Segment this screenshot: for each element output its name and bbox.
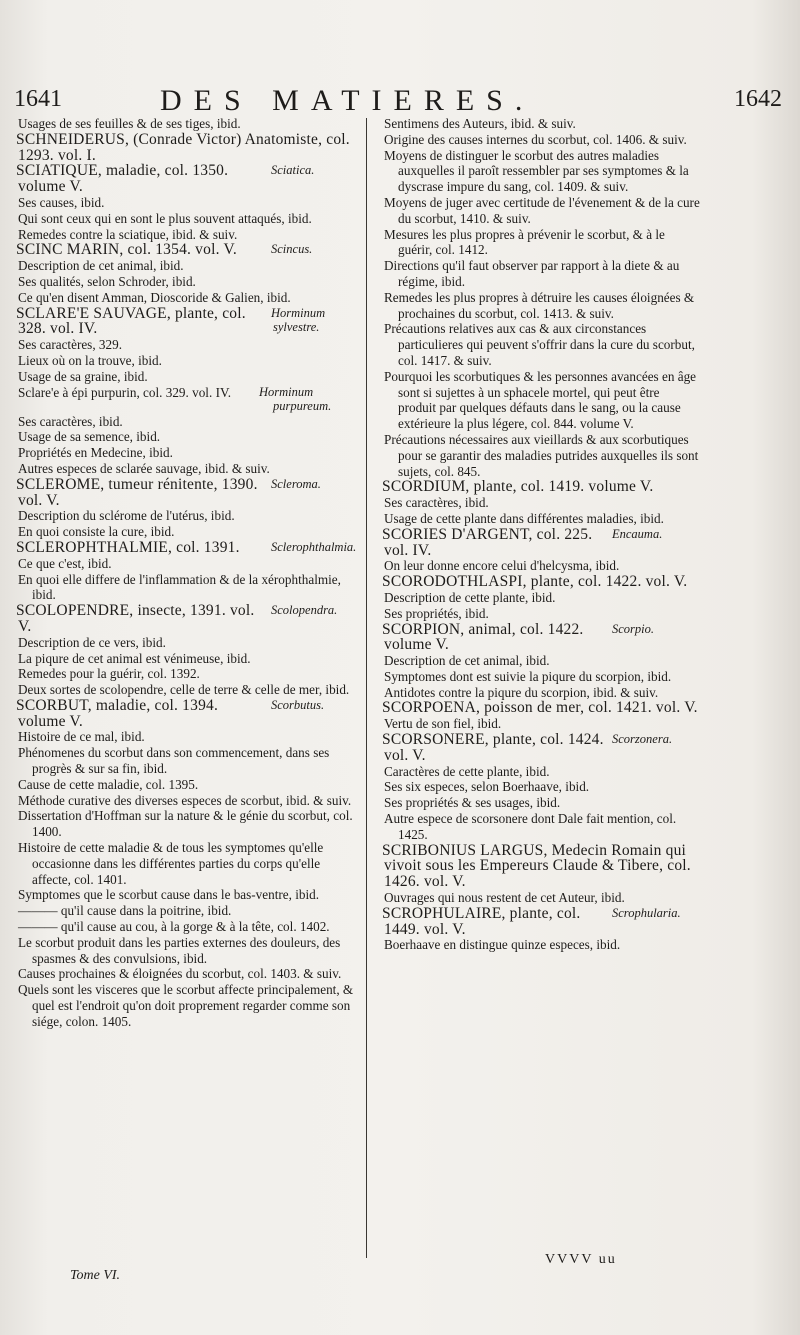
index-column-right bbox=[380, 116, 700, 953]
index-entry-sub bbox=[380, 511, 700, 527]
latin-name-margin-note: Scolopendra. bbox=[271, 603, 338, 618]
entry-text: Méthode curative des diverses especes de scorbut, ibid. & suiv. bbox=[18, 792, 352, 808]
entry-text: Histoire de ce mal, ibid. bbox=[18, 729, 145, 745]
entry-text: Remedes pour la guérir, col. 1392. bbox=[18, 666, 200, 682]
entry-text: Description de cette plante, ibid. bbox=[384, 589, 556, 605]
index-entry-sub bbox=[14, 903, 359, 919]
index-entry-sub bbox=[380, 148, 700, 195]
entry-text: Sclare'e à épi purpurin, col. 329. vol. IV. bbox=[18, 384, 232, 400]
index-entry-sub bbox=[380, 890, 700, 906]
index-entry-sub bbox=[14, 258, 359, 274]
index-entry-sub bbox=[14, 211, 359, 227]
volume-footer: Tome VI. bbox=[70, 1268, 121, 1283]
index-entry-sub bbox=[380, 685, 700, 701]
entry-text: SCROPHULAIRE, plante, col. 1449. vol. V. bbox=[382, 904, 581, 938]
index-entry-sub bbox=[380, 495, 700, 511]
index-entry-heading bbox=[14, 306, 359, 338]
index-entry-sub bbox=[14, 919, 359, 935]
index-entry-sub bbox=[380, 369, 700, 432]
entry-text: Ses causes, ibid. bbox=[18, 194, 105, 210]
index-entry-sub bbox=[14, 982, 359, 1029]
entry-text: SCINC MARIN, col. 1354. vol. V. bbox=[16, 241, 237, 259]
entry-text: Ouvrages qui nous restent de cet Auteur, ibid. bbox=[384, 890, 625, 906]
entry-text: Moyens de juger avec certitude de l'évenement & de la cure du scorbut, 1410. & suiv. bbox=[384, 194, 700, 226]
index-entry-sub bbox=[380, 258, 700, 290]
index-entry-sub bbox=[380, 590, 700, 606]
index-entry-sub bbox=[380, 290, 700, 322]
entry-text: Ses six especes, selon Boerhaave, ibid. bbox=[384, 779, 590, 795]
entry-text: SCORDIUM, plante, col. 1419. volume V. bbox=[382, 478, 654, 496]
entry-text: SCORPOENA, poisson de mer, col. 1421. vol. V. bbox=[382, 699, 698, 717]
index-entry-sub bbox=[14, 666, 359, 682]
index-entry-sub bbox=[14, 745, 359, 777]
index-entry-sub bbox=[380, 653, 700, 669]
index-entry-sub bbox=[380, 227, 700, 259]
entry-text: Sentimens des Auteurs, ibid. & suiv. bbox=[384, 116, 576, 131]
index-entry-heading bbox=[380, 479, 700, 495]
index-entry-sub bbox=[14, 116, 359, 132]
entry-text: Caractères de cette plante, ibid. bbox=[384, 763, 550, 779]
page-number-left: 1641 bbox=[14, 86, 62, 112]
latin-name-margin-note: Scincus. bbox=[271, 242, 313, 257]
entry-text: SCHNEIDERUS, (Conrade Victor) Anatomiste, col. 1293. vol. I. bbox=[16, 130, 350, 164]
entry-text: Ce que c'est, ibid. bbox=[18, 555, 112, 571]
entry-text: Lieux où on la trouve, ibid. bbox=[18, 352, 162, 368]
entry-text: Deux sortes de scolopendre, celle de terre & celle de mer, ibid. bbox=[18, 682, 350, 698]
index-entry-sub bbox=[380, 116, 700, 132]
index-entry-heading bbox=[380, 700, 700, 716]
index-entry-heading bbox=[14, 477, 359, 509]
entry-text: Usage de cette plante dans différentes maladies, ibid. bbox=[384, 510, 664, 526]
index-entry-sub bbox=[380, 811, 700, 843]
entry-text: SCLEROME, tumeur rénitente, 1390. vol. V. bbox=[16, 475, 258, 509]
index-entry-sub bbox=[14, 682, 359, 698]
entry-text: On leur donne encore celui d'helcysma, ibid. bbox=[384, 558, 620, 574]
index-entry-heading bbox=[380, 843, 700, 890]
latin-name-margin-note: Scorbutus. bbox=[271, 697, 325, 712]
entry-text: Le scorbut produit dans les parties externes des douleurs, des spasmes & des convulsions, ibid. bbox=[18, 934, 341, 966]
entry-text: En quoi elle differe de l'inflammation & de la xérophthalmie, ibid. bbox=[18, 571, 341, 603]
index-entry-heading bbox=[380, 574, 700, 590]
index-entry-sub bbox=[14, 808, 359, 840]
index-entry-sub bbox=[14, 337, 359, 353]
entry-text: Directions qu'il faut observer par rapport à la diete & au régime, ibid. bbox=[384, 258, 680, 289]
entry-text: Symptomes dont est suivie la piqure du scorpion, ibid. bbox=[384, 668, 672, 684]
entry-text: SCIATIQUE, maladie, col. 1350. volume V. bbox=[16, 162, 229, 196]
entry-text: En quoi consiste la cure, ibid. bbox=[18, 524, 175, 540]
entry-text: Causes prochaines & éloignées du scorbut, col. 1403. & suiv. bbox=[18, 966, 342, 982]
index-entry-sub bbox=[14, 227, 359, 243]
entry-text: SCORIES D'ARGENT, col. 225. vol. IV. bbox=[382, 525, 593, 559]
index-entry-sub bbox=[380, 558, 700, 574]
printer-signature: VVVV uu bbox=[545, 1252, 617, 1267]
entry-text: SCLARE'E SAUVAGE, plante, col. 328. vol. IV. bbox=[16, 304, 246, 338]
latin-name-margin-note: Sciatica. bbox=[271, 163, 315, 178]
index-entry-sub bbox=[14, 729, 359, 745]
index-entry-heading bbox=[14, 163, 359, 195]
index-entry-heading bbox=[14, 242, 359, 258]
index-entry-sub bbox=[14, 274, 359, 290]
entry-text: SCORPION, animal, col. 1422. volume V. bbox=[382, 620, 584, 654]
latin-name-margin-note: Scrophularia. bbox=[612, 905, 681, 920]
index-entry-sub bbox=[14, 887, 359, 903]
entry-text: Usages de ses feuilles & de ses tiges, ibid. bbox=[18, 116, 241, 131]
entry-text: Dissertation d'Hoffman sur la nature & le génie du scorbut, col. 1400. bbox=[18, 808, 353, 840]
index-entry-sub bbox=[14, 461, 359, 477]
entry-text: ——— qu'il cause dans la poitrine, ibid. bbox=[18, 903, 232, 919]
entry-text: Symptomes que le scorbut cause dans le bas-ventre, ibid. bbox=[18, 887, 320, 903]
entry-text: Précautions nécessaires aux vieillards & aux scorbutiques pour se garantir des maladies putrides auxquelles ils sont sujets, col. 845. bbox=[384, 431, 699, 479]
index-entry-sub bbox=[14, 429, 359, 445]
entry-text: Usage de sa semence, ibid. bbox=[18, 429, 161, 445]
index-entry-heading bbox=[14, 603, 359, 635]
index-entry-sub bbox=[14, 635, 359, 651]
entry-text: Propriétés en Medecine, ibid. bbox=[18, 445, 173, 461]
latin-name-margin-note: Sclerophthalmia. bbox=[271, 539, 357, 554]
index-entry-sub bbox=[14, 445, 359, 461]
index-entry-sub bbox=[14, 369, 359, 385]
index-entry-heading bbox=[380, 906, 700, 938]
entry-text: Moyens de distinguer le scorbut des autres maladies auxquelles il paroît ressembler par ses symptomes & la dyscrase impure du sang, col. 1409. & suiv. bbox=[384, 147, 689, 195]
index-entry-sub bbox=[380, 606, 700, 622]
entry-text: Vertu de son fiel, ibid. bbox=[384, 716, 502, 732]
index-entry-sub bbox=[380, 195, 700, 227]
index-entry-heading bbox=[14, 698, 359, 730]
entry-text: ——— qu'il cause au cou, à la gorge & à la tête, col. 1402. bbox=[18, 919, 330, 935]
entry-text: SCORSONERE, plante, col. 1424. vol. V. bbox=[382, 731, 604, 764]
entry-text: Remedes contre la sciatique, ibid. & suiv. bbox=[18, 226, 238, 242]
index-entry-heading bbox=[380, 622, 700, 654]
entry-text: Description de cet animal, ibid. bbox=[18, 258, 184, 274]
index-entry-sub bbox=[380, 795, 700, 811]
index-entry-sub bbox=[380, 779, 700, 795]
index-entry-sub bbox=[14, 385, 359, 414]
index-entry-sub bbox=[14, 524, 359, 540]
index-entry-sub bbox=[380, 937, 700, 953]
entry-text: SCORBUT, maladie, col. 1394. volume V. bbox=[16, 696, 219, 730]
entry-text: Phénomenes du scorbut dans son commencement, dans ses progrès & sur sa fin, ibid. bbox=[18, 745, 330, 777]
column-divider bbox=[366, 118, 367, 1258]
index-entry-heading bbox=[14, 540, 359, 556]
entry-text: Antidotes contre la piqure du scorpion, ibid. & suiv. bbox=[384, 684, 659, 700]
entry-text: SCOLOPENDRE, insecte, 1391. vol. V. bbox=[16, 602, 255, 635]
index-entry-sub bbox=[380, 716, 700, 732]
latin-name-margin-note: Encauma. bbox=[612, 526, 663, 541]
index-entry-sub bbox=[14, 556, 359, 572]
latin-name-margin-note: Horminum sylvestre. bbox=[271, 305, 326, 335]
index-entry-sub bbox=[14, 353, 359, 369]
latin-name-margin-note: Horminum purpureum. bbox=[259, 384, 332, 414]
entry-text: Description du sclérome de l'utérus, ibid. bbox=[18, 508, 235, 524]
entry-text: Description de ce vers, ibid. bbox=[18, 634, 166, 650]
index-entry-sub bbox=[380, 764, 700, 780]
index-entry-sub bbox=[380, 432, 700, 479]
entry-text: Cause de cette maladie, col. 1395. bbox=[18, 776, 199, 792]
entry-text: Remedes les plus propres à détruire les causes éloignées & prochaines du scorbut, col. 1413. & suiv. bbox=[384, 289, 695, 321]
index-entry-sub bbox=[14, 966, 359, 982]
entry-text: Autre espece de scorsonere dont Dale fait mention, col. 1425. bbox=[384, 811, 677, 842]
entry-text: Ses caractères, ibid. bbox=[384, 495, 489, 511]
entry-text: La piqure de cet animal est vénimeuse, ibid. bbox=[18, 650, 251, 666]
entry-text: SCRIBONIUS LARGUS, Medecin Romain qui vivoit sous les Empereurs Claude & Tibere, col. 1426. vol. V. bbox=[382, 841, 691, 891]
index-entry-heading bbox=[380, 527, 700, 559]
index-entry-sub bbox=[14, 572, 359, 604]
running-title: DES MATIERES. bbox=[160, 84, 535, 117]
index-column-left bbox=[14, 116, 359, 1030]
index-entry-sub bbox=[14, 414, 359, 430]
entry-text: Description de cet animal, ibid. bbox=[384, 653, 550, 669]
entry-text: Précautions relatives aux cas & aux circonstances particulieres qui peuvent s'offrir dans la cure du scorbut, col. 1417. & suiv. bbox=[384, 321, 695, 368]
entry-text: Origine des causes internes du scorbut, col. 1406. & suiv. bbox=[384, 131, 687, 147]
page-number-right: 1642 bbox=[734, 86, 782, 112]
latin-name-margin-note: Scorpio. bbox=[612, 621, 655, 636]
entry-text: SCLEROPHTHALMIE, col. 1391. bbox=[16, 538, 240, 556]
latin-name-margin-note: Scorzonera. bbox=[612, 732, 673, 747]
index-entry-sub bbox=[14, 651, 359, 667]
index-entry-sub bbox=[14, 290, 359, 306]
entry-text: Mesures les plus propres à prévenir le scorbut, & à le guérir, col. 1412. bbox=[384, 226, 665, 258]
index-entry-sub bbox=[380, 321, 700, 368]
index-entry-sub bbox=[14, 935, 359, 967]
index-entry-heading bbox=[380, 732, 700, 764]
entry-text: Ses qualités, selon Schroder, ibid. bbox=[18, 273, 196, 289]
entry-text: Pourquoi les scorbutiques & les personnes avancées en âge sont si sujettes à un sphacele mortel, qui peut être produit par quelques défauts dans le sang, ou la cause extérieure la plus légere, col. 844. volume V. bbox=[384, 368, 697, 432]
entry-text: Ses propriétés & ses usages, ibid. bbox=[384, 795, 561, 811]
entry-text: Ses caractères, 329. bbox=[18, 337, 122, 353]
entry-text: Ce qu'en disent Amman, Dioscoride & Galien, ibid. bbox=[18, 289, 291, 305]
entry-text: Ses propriétés, ibid. bbox=[384, 605, 489, 621]
index-entry-sub bbox=[14, 840, 359, 887]
entry-text: SCORODOTHLASPI, plante, col. 1422. vol. V. bbox=[382, 573, 688, 591]
latin-name-margin-note: Scleroma. bbox=[271, 476, 321, 491]
entry-text: Ses caractères, ibid. bbox=[18, 413, 123, 429]
entry-text: Qui sont ceux qui en sont le plus souvent attaqués, ibid. bbox=[18, 210, 312, 226]
index-entry-sub bbox=[380, 132, 700, 148]
entry-text: Usage de sa graine, ibid. bbox=[18, 368, 148, 384]
index-entry-sub bbox=[14, 777, 359, 793]
entry-text: Quels sont les visceres que le scorbut affecte principalement, & quel est l'endroit qu'on doit proprement regarder comme son siége, colon. 1405. bbox=[18, 982, 354, 1029]
entry-text: Autres especes de sclarée sauvage, ibid. & suiv. bbox=[18, 460, 270, 476]
index-entry-sub bbox=[14, 195, 359, 211]
index-entry-heading bbox=[14, 132, 359, 164]
index-entry-sub bbox=[380, 669, 700, 685]
index-entry-sub bbox=[14, 508, 359, 524]
entry-text: Boerhaave en distingue quinze especes, ibid. bbox=[384, 937, 621, 953]
entry-text: Histoire de cette maladie & de tous les symptomes qu'elle occasionne dans les différentes parties du corps qu'elle affecte, col. 1401. bbox=[18, 840, 324, 887]
page-header bbox=[10, 86, 790, 118]
index-entry-sub bbox=[14, 793, 359, 809]
